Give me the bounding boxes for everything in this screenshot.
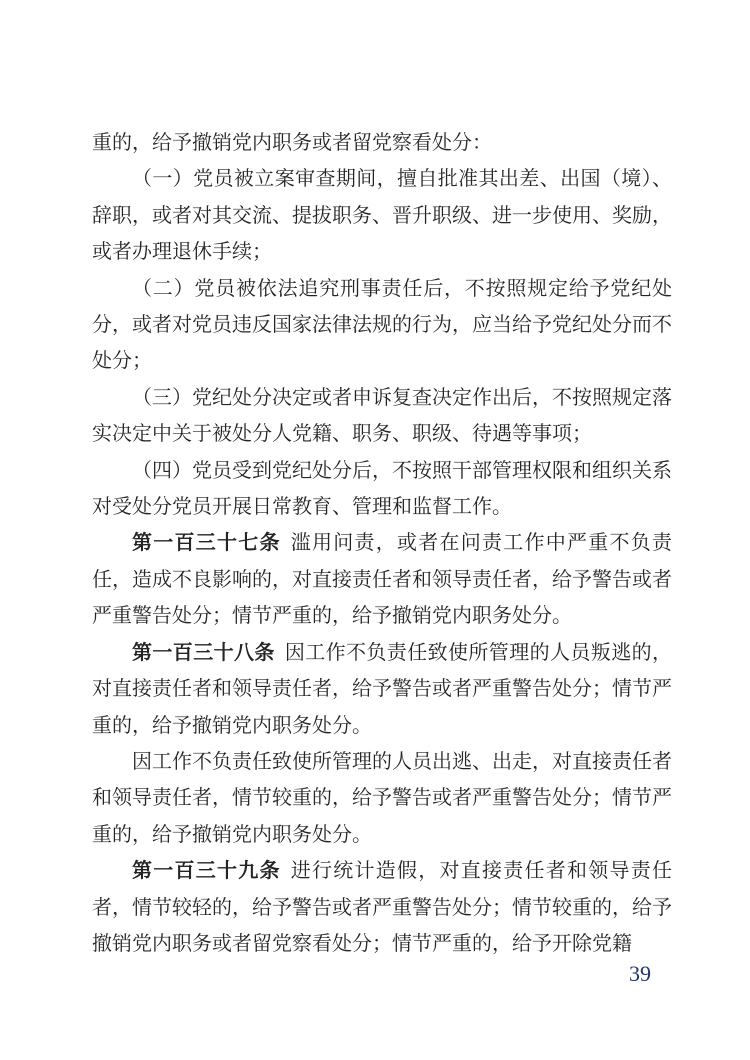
- paragraph-text: 进行统计造假，对直接责任者和领导责任者，情节较轻的，给予警告或者严重警告处分；情节较重的，给予撤销党内职务或者留党察看处分；情节严重的，给予开除党籍: [92, 860, 672, 955]
- clause-item-1: [92, 161, 672, 270]
- paragraph-text: 因工作不负责任致使所管理的人员出逃、出走，对直接责任者和领导责任者，情节较重的，给予警告或者严重警告处分；情节严重的，给予撤销党内职务处分。: [92, 750, 672, 846]
- page-text-block: [92, 125, 672, 962]
- paragraph-text: （四）党员受到党纪处分后，不按照干部管理权限和组织关系对受处分党员开展日常教育、管理和监督工作。: [92, 459, 672, 519]
- article-139-heading: 第一百三十九条: [132, 860, 281, 883]
- article-137: [92, 525, 672, 634]
- paragraph-text: 重的，给予撤销党内职务或者留党察看处分：: [92, 132, 492, 154]
- article-138: [92, 635, 672, 744]
- clause-item-4: [92, 453, 672, 526]
- paragraph-continuation: [92, 125, 672, 161]
- clause-item-3: [92, 380, 672, 453]
- paragraph-text: （二）党员被依法追究刑事责任后，不按照规定给予党纪处分，或者对党员违反国家法律法规的行为，应当给予党纪处分而不处分；: [92, 277, 672, 373]
- clause-item-2: [92, 271, 672, 380]
- article-139: [92, 853, 672, 962]
- paragraph-text: （三）党纪处分决定或者申诉复查决定作出后，不按照规定落实决定中关于被处分人党籍、职务、职级、待遇等事项；: [92, 386, 672, 446]
- paragraph-text: 滥用问责，或者在问责工作中严重不负责任，造成不良影响的，对直接责任者和领导责任者，给予警告或者严重警告处分；情节严重的，给予撤销党内职务处分。: [92, 532, 672, 628]
- article-138-heading: 第一百三十八条: [132, 641, 275, 664]
- page-number: 39: [629, 961, 651, 986]
- paragraph-text: （一）党员被立案审查期间，擅自批准其出差、出国（境）、辞职，或者对其交流、提拔职务、晋升职级、进一步使用、奖励，或者办理退休手续；: [92, 168, 672, 264]
- paragraph-text: 因工作不负责任致使所管理的人员叛逃的，对直接责任者和领导责任者，给予警告或者严重警告处分；情节严重的，给予撤销党内职务处分。: [92, 641, 673, 737]
- article-137-heading: 第一百三十七条: [132, 532, 281, 555]
- article-138-paragraph-2: [92, 744, 672, 853]
